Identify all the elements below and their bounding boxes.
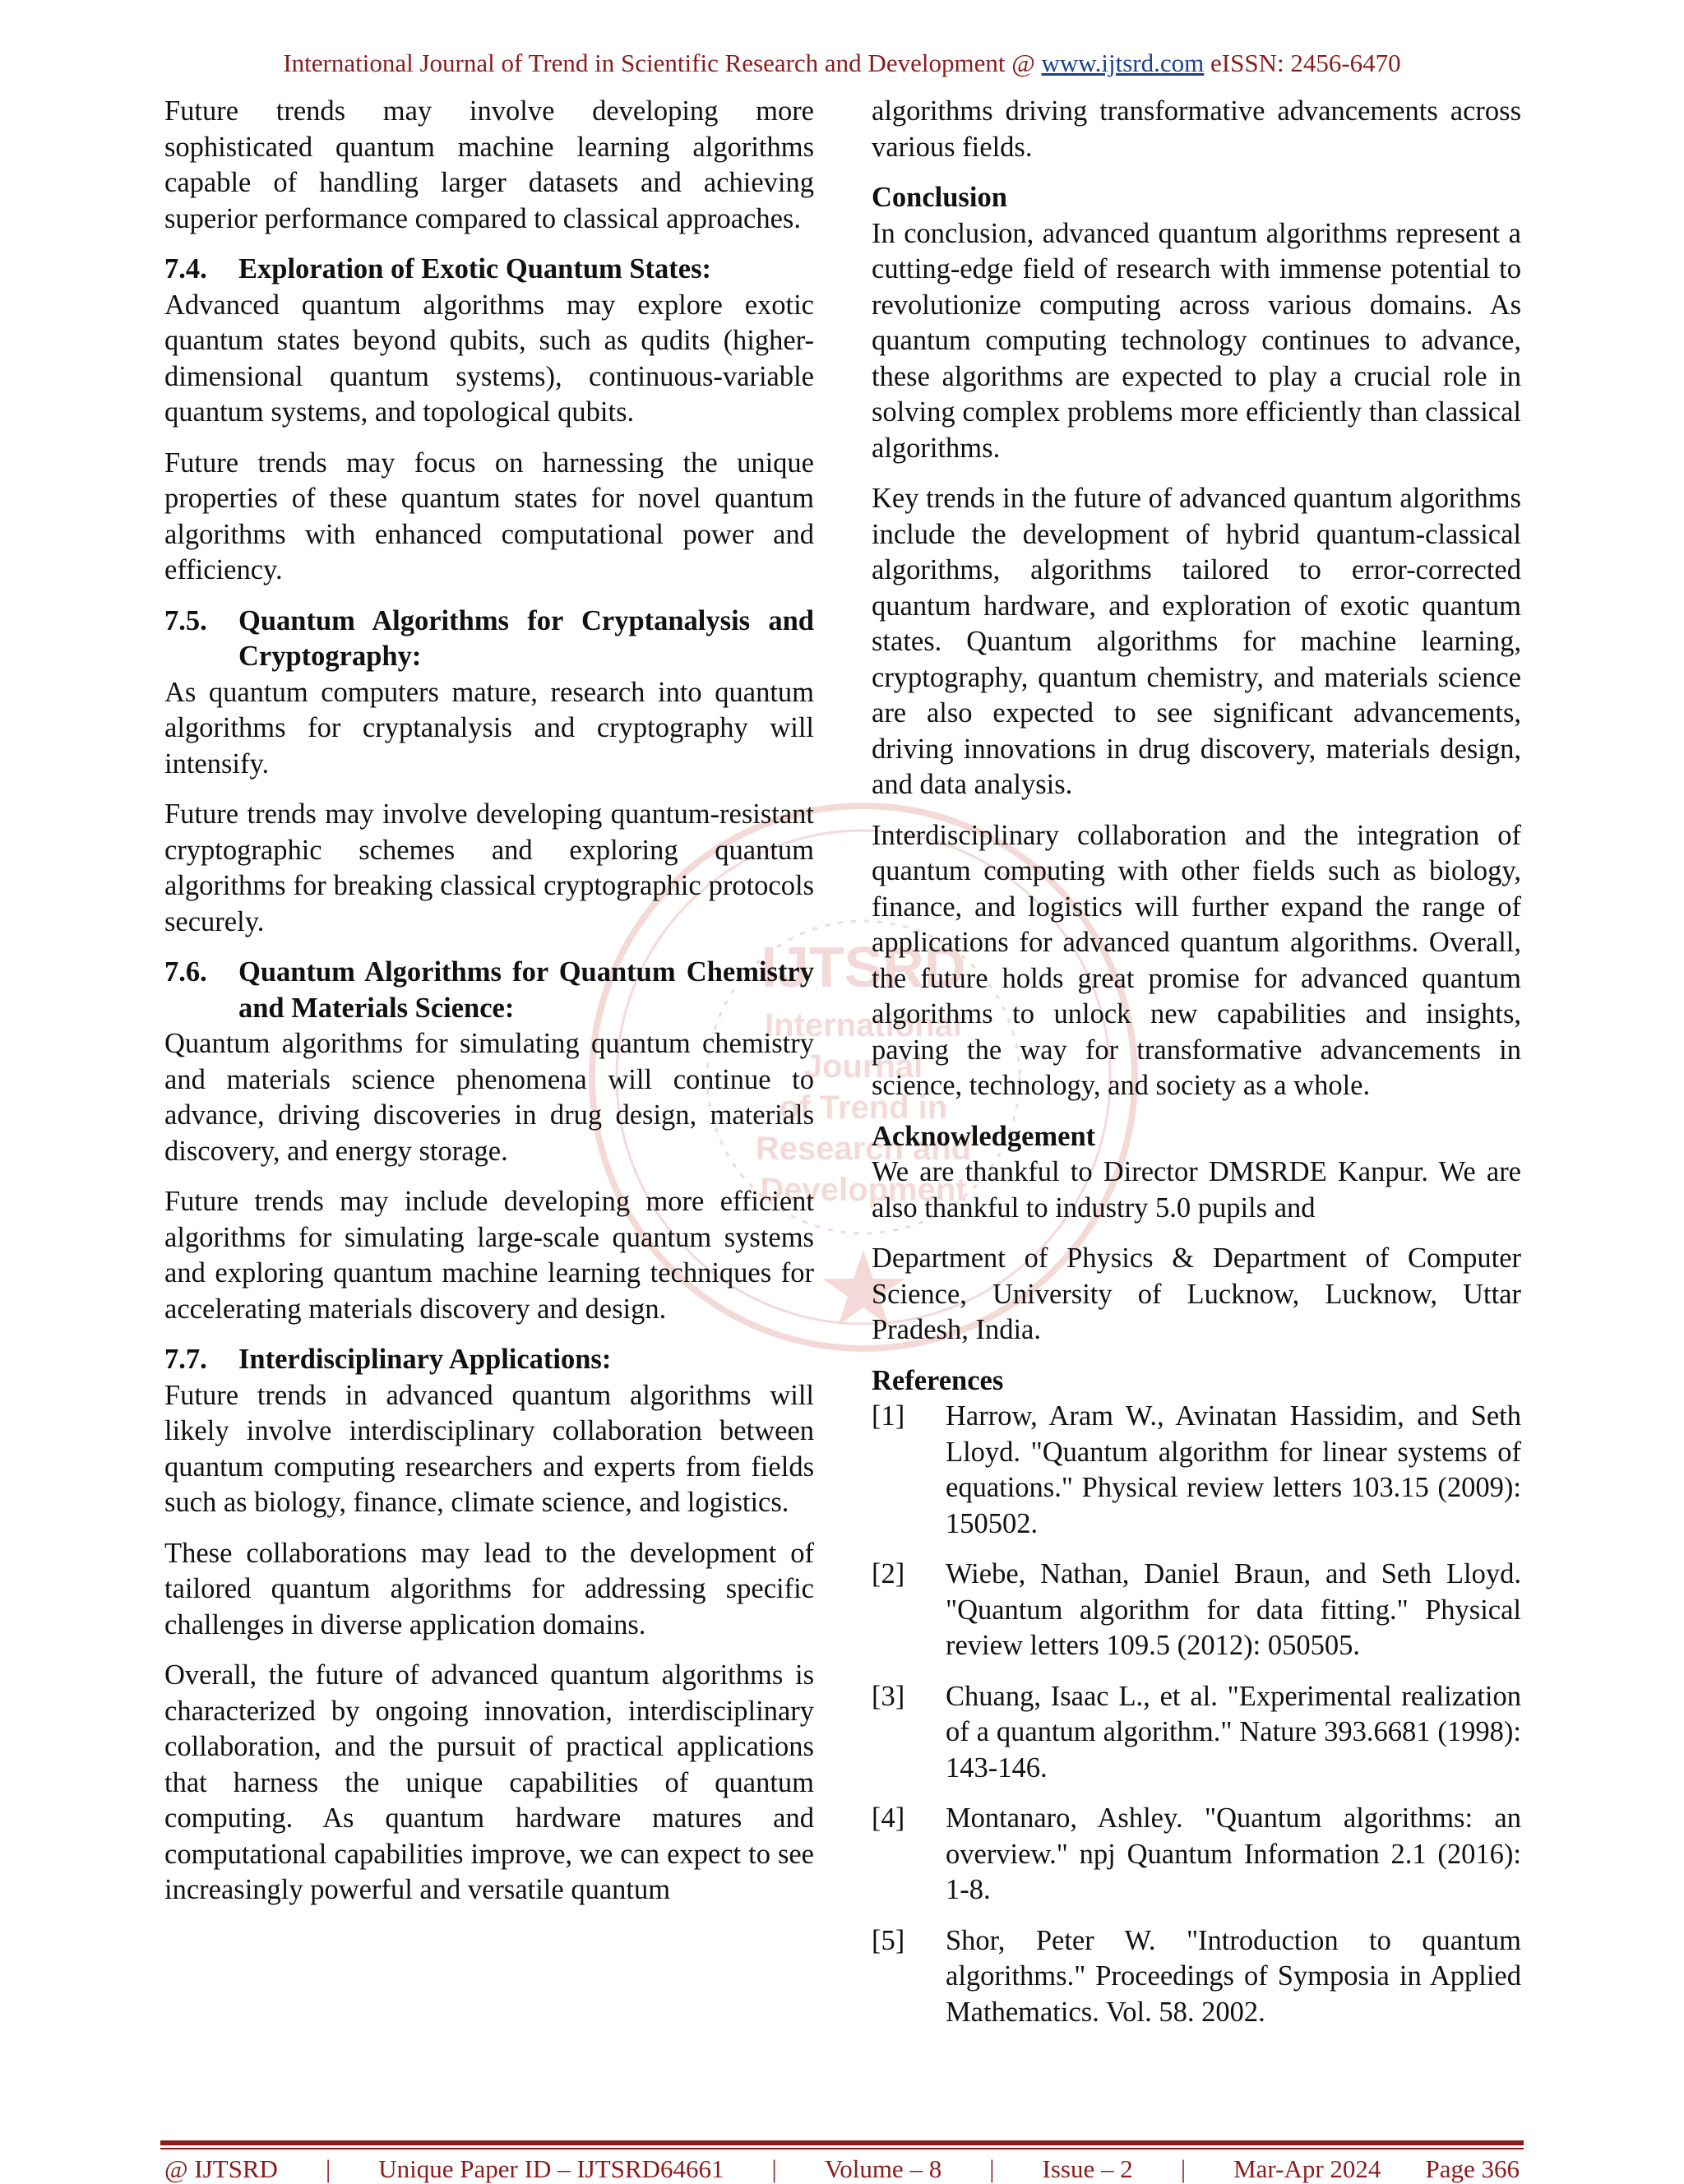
left-column [164,94,814,1923]
section-number: 7.4. [164,253,207,285]
reference-item [872,1679,1521,1787]
paragraph: Future trends may include developing more efficient algorithms for simulating large-scale quantum systems and exploring quantum machine learning techniques for accelerating materials discovery and design. [164,1186,814,1325]
paragraph: Advanced quantum algorithms may explore exotic quantum states beyond qubits, such as qudits (higher-dimensional quantum systems), continuous-variable quantum systems, and topological qubits. [164,289,814,428]
svg-text:Research and: Research and [755,1131,972,1167]
conclusion-heading: Conclusion [872,182,1007,213]
svg-text:of Trend in: of Trend in [779,1090,948,1126]
paragraph: Key trends in the future of advanced quantum algorithms include the development of hybrid quantum-classical algorithms, algorithms tailored to error-corrected quantum hardware, and exploration of exotic quantum states. Quantum algorithms for machine learning, cryptography, quantum chemistry, and materials science are also expected to see significant advancements, driving innovations in drug discovery, materials design, and data analysis. [872,483,1521,800]
section-heading-7-5 [164,604,814,675]
reference-text: Harrow, Aram W., Avinatan Hassidim, and Seth Lloyd. "Quantum algorithm for linear systems of equations." Physical review letters 103.15 (2009): 150502. [946,1400,1521,1539]
section-title: Interdisciplinary Applications: [238,1344,612,1375]
reference-number: [5] [872,1924,905,1956]
section-title: Exploration of Exotic Quantum States: [238,253,712,285]
reference-item [872,1923,1521,2031]
running-header [0,48,1684,78]
footer-rule-thick [160,2140,1524,2145]
section-number: 7.7. [164,1344,207,1375]
svg-text:Journal: Journal [803,1048,923,1085]
paragraph: Quantum algorithms for simulating quantum chemistry and materials science phenomena will continue to advance, driving discoveries in drug design, materials discovery, and energy storage. [164,1028,814,1167]
reference-text: Wiebe, Nathan, Daniel Braun, and Seth Lloyd. "Quantum algorithm for data fitting." Physical review letters 109.5 (2012): 050505. [946,1558,1521,1661]
paragraph: Department of Physics & Department of Computer Science, University of Lucknow, Lucknow, Uttar Pradesh, India. [872,1242,1521,1345]
acknowledgement-heading: Acknowledgement [872,1120,1096,1152]
footer-volume: Volume – 8 [824,2154,942,2183]
reference-text: Montanaro, Ashley. "Quantum algorithms: an overview." npj Quantum Information 2.1 (2016): 1-8. [946,1802,1521,1905]
paragraph: Future trends may focus on harnessing the unique properties of these quantum states for novel quantum algorithms with enhanced computational power and efficiency. [164,447,814,585]
reference-number: [2] [872,1558,905,1589]
paragraph: Future trends in advanced quantum algorithms will likely involve interdisciplinary collaboration between quantum computing researchers and experts from fields such as biology, finance, climate science, and logistics. [164,1379,814,1518]
section-heading-7-6 [164,955,814,1026]
footer-journal: @ IJTSRD [164,2154,278,2183]
paragraph: Future trends may involve developing quantum-resistant cryptographic schemes and exploring quantum algorithms for breaking classical cryptographic protocols securely. [164,798,814,937]
paragraph: Overall, the future of advanced quantum algorithms is characterized by ongoing innovation, interdisciplinary collaboration, and the pursuit of practical applications that harness the unique capabilities of quantum computing. As quantum hardware matures and computational capabilities improve, we can expect to see increasingly powerful and versatile quantum [164,1659,814,1905]
running-footer [164,2154,1520,2184]
header-website-link[interactable]: www.ijtsrd.com [1041,49,1205,77]
section-heading-7-7 [164,1342,814,1378]
reference-item [872,1399,1521,1542]
paragraph: As quantum computers mature, research into quantum algorithms for cryptanalysis and cryptography will intensify. [164,676,814,780]
reference-item [872,1557,1521,1664]
footer-separator: | [989,2154,995,2183]
header-journal-name: International Journal of Trend in Scientific Research and Development @ [283,49,1042,77]
footer-separator: | [326,2154,331,2183]
right-column [872,94,1521,2045]
paragraph: Future trends may involve developing more sophisticated quantum machine learning algorithms capable of handling larger datasets and achieving superior performance compared to classical approaches. [164,95,814,234]
section-heading-7-4 [164,252,814,288]
footer-issue: Issue – 2 [1042,2154,1133,2183]
reference-number: [1] [872,1400,905,1432]
paragraph: Interdisciplinary collaboration and the integration of quantum computing with other fields such as biology, finance, and logistics will further expand the range of applications for advanced quantum algorithms. Overall, the future holds great promise for advanced quantum algorithms to unlock new capabilities and insights, paving the way for transformative advancements in science, technology, and society as a whole. [872,819,1521,1101]
section-title: Quantum Algorithms for Cryptanalysis and Cryptography: [238,604,814,672]
footer-page-number: Page 366 [1425,2154,1520,2183]
section-number: 7.5. [164,604,207,636]
svg-text:Development: Development [760,1172,967,1208]
reference-text: Shor, Peter W. "Introduction to quantum algorithms." Proceedings of Symposia in Applied Mathematics. Vol. 58. 2002. [946,1924,1521,2028]
paragraph: algorithms driving transformative advancements across various fields. [872,95,1521,163]
footer-paper-id: Unique Paper ID – IJTSRD64661 [378,2154,724,2183]
svg-text:International: International [764,1007,963,1043]
paragraph: These collaborations may lead to the development of tailored quantum algorithms for addressing specific challenges in diverse application domains. [164,1537,814,1640]
section-number: 7.6. [164,956,207,988]
footer-date: Mar-Apr 2024 [1233,2154,1381,2183]
paragraph: In conclusion, advanced quantum algorithms represent a cutting-edge field of research with immense potential to revolutionize computing across various domains. As quantum computing technology continues to advance, these algorithms are expected to play a crucial role in solving complex problems more efficiently than classical algorithms. [872,217,1521,464]
reference-item [872,1801,1521,1909]
paragraph: We are thankful to Director DMSRDE Kanpur. We are also thankful to industry 5.0 pupils and [872,1156,1521,1224]
reference-number: [3] [872,1680,905,1712]
svg-text:IJTSRD: IJTSRD [761,935,966,999]
footer-separator: | [1180,2154,1187,2183]
reference-number: [4] [872,1802,905,1834]
reference-text: Chuang, Isaac L., et al. "Experimental realization of a quantum algorithm." Nature 393.6681 (1998): 143-146. [946,1680,1521,1784]
footer-rule-thin [160,2148,1524,2149]
references-heading: References [872,1364,1004,1396]
header-issn: eISSN: 2456-6470 [1204,49,1401,77]
section-title: Quantum Algorithms for Quantum Chemistry and Materials Science: [238,956,814,1024]
footer-separator: | [771,2154,777,2183]
